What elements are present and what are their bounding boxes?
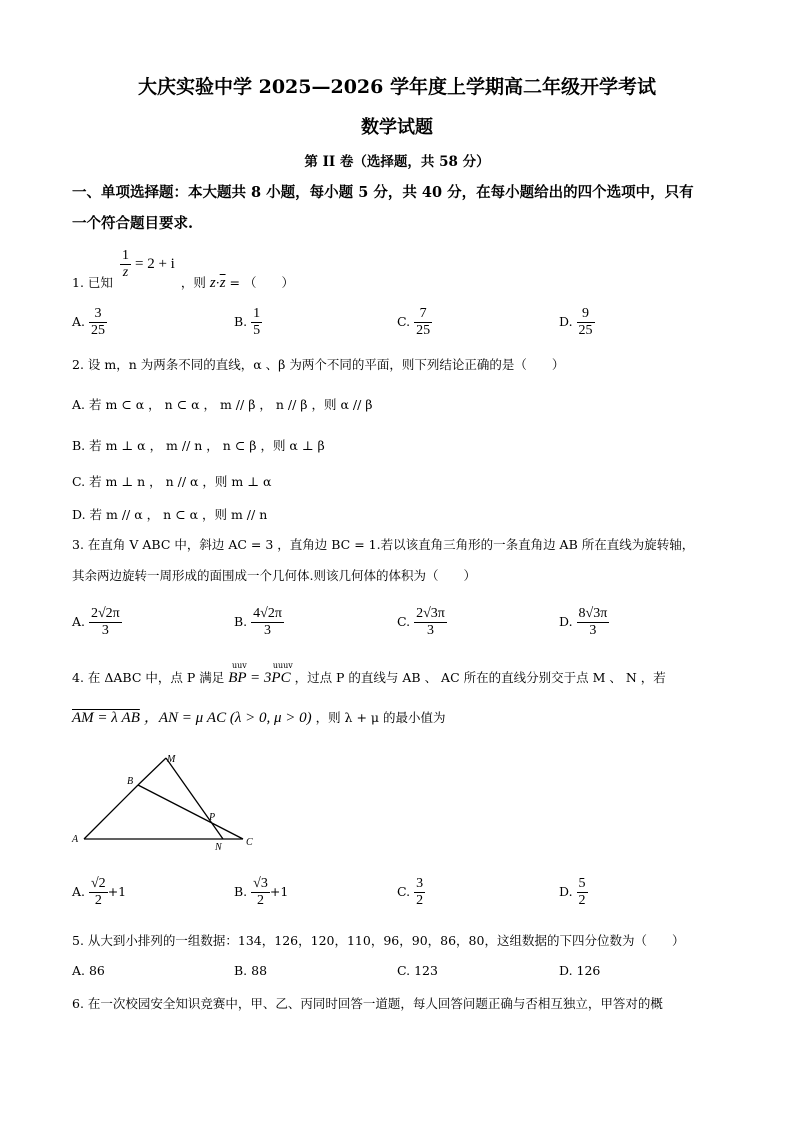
section-heading-line1: 一、单项选择题：本大题共 8 小题，每小题 5 分，共 40 分，在每小题给出的四个选项中，只有 [72,184,694,201]
q1-option-a[interactable]: A. $\frac{3}{25}$ [72,306,105,338]
q1-option-d[interactable]: D. $\frac{9}{25}$ [559,306,593,338]
q4-option-a[interactable]: A. $\frac{√2}{2}$ +1 [72,876,127,908]
q4-option-d[interactable]: D. $\frac{5}{2}$ [559,876,586,908]
q1-fraction: $\frac{1}{z}$ = 2 + i [122,248,175,280]
q3-line2: 其余两边旋转一周形成的面围成一个几何体.则该几何体的体积为（ ） [72,568,476,583]
volume-heading: 第 II 卷（选择题，共 58 分） [304,154,490,170]
label-c: C [246,837,253,848]
section-heading-line2: 一个符合题目要求. [72,215,194,232]
q3-option-c[interactable]: C. $\frac{2√3\pi}{3}$ [397,606,445,638]
q2-option-a[interactable]: A. 若 m ⊂ α ， n ⊂ α ， m // β ， n // β ，则 α // β [72,397,373,412]
q1-option-b[interactable]: B. $\frac{1}{5}$ [234,306,261,338]
q2-option-d[interactable]: D. 若 m // α ， n ⊂ α ，则 m // n [72,507,268,522]
q6-stem: 6. 在一次校园安全知识竞赛中，甲、乙、丙同时回答一道题，每人回答问题正确与否相互独立，甲答对的概 [72,996,663,1011]
q1-stem: 1. 已知 ，则 $z\cdot\overline{z}$ = （ ） [72,275,294,291]
q5-stem: 5. 从大到小排列的一组数据：134，126，120，110，96，90，86，80，这组数据的下四分位数为（ ） [72,933,685,948]
label-b: B [127,776,134,787]
label-a: A [72,834,79,845]
exam-title: 大庆实验中学 2025—2026 学年度上学期高二年级开学考试 [138,76,656,98]
q2-option-c[interactable]: C. 若 m ⊥ n ， n // α ，则 m ⊥ α [72,474,272,489]
q3-option-b[interactable]: B. $\frac{4√2\pi}{3}$ [234,606,282,638]
label-n: N [215,842,222,853]
q4-triangle-figure [70,748,260,856]
q5-option-b[interactable]: B. 88 [234,963,268,978]
q4-option-b[interactable]: B. $\frac{√3}{2}$ +1 [234,876,289,908]
q4-line1: 4. 在 ΔABC 中，点 P 满足 BP = 3PC ，过点 P 的直线与 AB 、 AC 所在的直线分别交于点 M 、 N ，若 [72,670,666,686]
q5-option-d[interactable]: D. 126 [559,963,601,978]
q4-vector-arrow-marks: uuv uuuv [232,661,293,670]
q4-vector-an: ，AN = μ AC (λ > 0, μ > 0) [143,710,312,726]
label-m: M [167,754,176,765]
q5-option-c[interactable]: C. 123 [397,963,438,978]
q3-option-a[interactable]: A. $\frac{2√2\pi}{3}$ [72,606,120,638]
q5-option-a[interactable]: A. 86 [72,963,105,978]
segment-ab [84,785,138,839]
q2-option-b[interactable]: B. 若 m ⊥ α ， m // n ， n ⊂ β ，则 α ⊥ β [72,438,325,453]
q3-line1: 3. 在直角 V ABC 中，斜边 AC = 3 ，直角边 BC = 1.若以该直角三角形的一条直角边 AB 所在直线为旋转轴， [72,537,695,552]
q3-option-d[interactable]: D. $\frac{8√3\pi}{3}$ [559,606,608,638]
segment-mn [166,758,223,839]
q4-option-c[interactable]: C. $\frac{3}{2}$ [397,876,424,908]
q2-stem: 2. 设 m，n 为两条不同的直线，α 、β 为两个不同的平面，则下列结论正确的是（ ） [72,357,565,372]
q4-vector-am: AM = λ AB [72,710,140,726]
q1-option-c[interactable]: C. $\frac{7}{25}$ [397,306,431,338]
label-p: P [209,812,216,823]
subject-title: 数学试题 [361,117,433,138]
q4-line2: AM = λ AB ，AN = μ AC (λ > 0, μ > 0) ，则 λ + μ 的最小值为 [72,710,446,726]
segment-bm [138,758,166,785]
q4-vector-bp: BP = 3PC [228,670,291,686]
